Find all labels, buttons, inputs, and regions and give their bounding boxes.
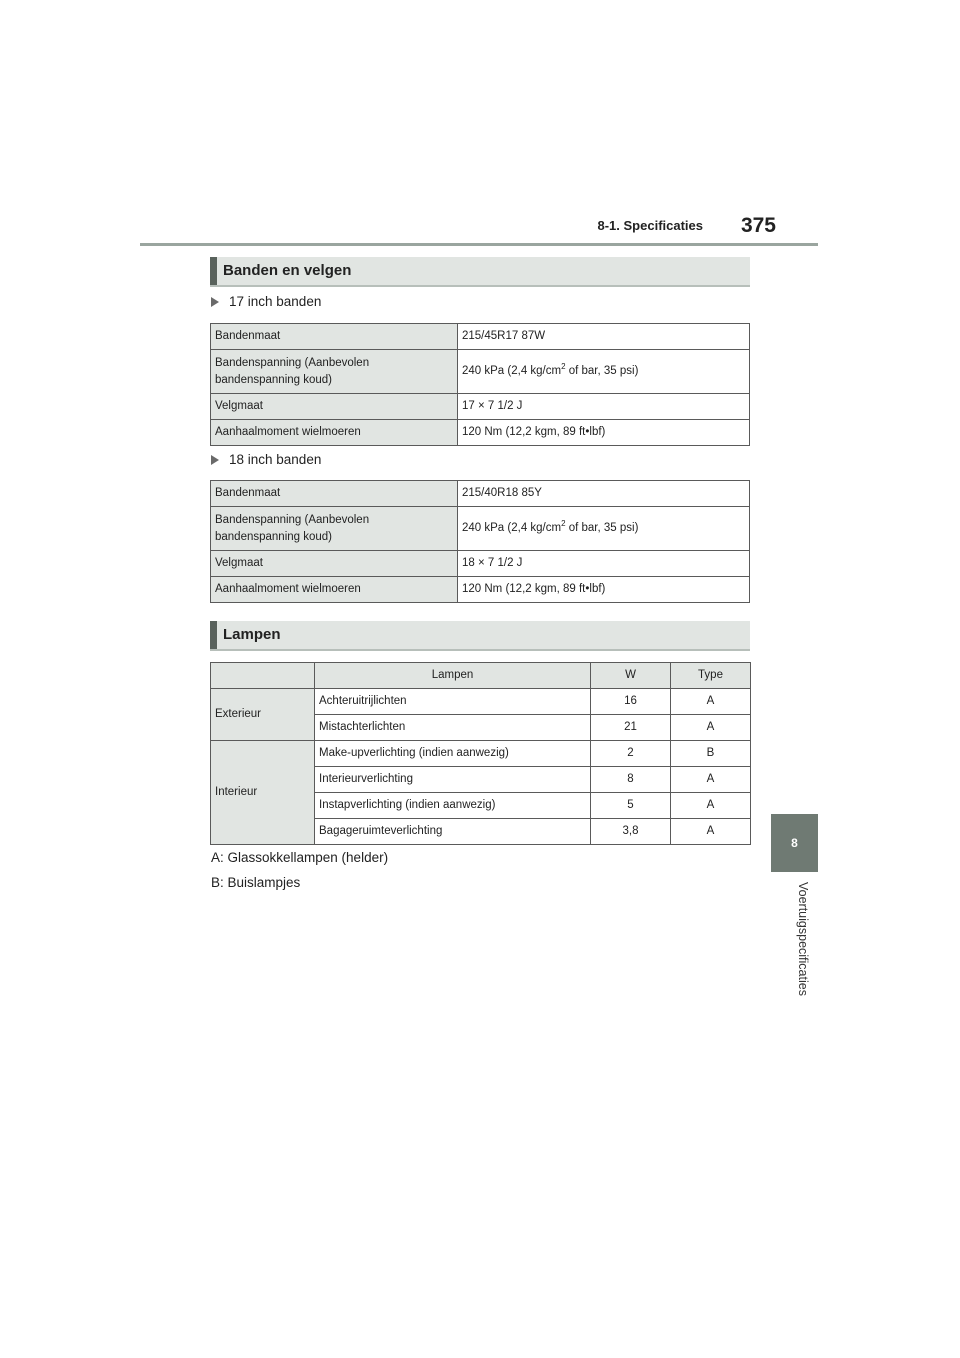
- category-cell: Exterieur: [211, 689, 315, 741]
- table-row: [211, 689, 751, 715]
- lamp-type: A: [671, 689, 751, 715]
- section-heading-lamps: [210, 621, 750, 651]
- table-row: [211, 324, 750, 350]
- table-row: [211, 551, 750, 577]
- lamp-type: A: [671, 715, 751, 741]
- lamp-type: A: [671, 793, 751, 819]
- note-b: B: Buislampjes: [211, 875, 301, 890]
- lamp-table: [210, 662, 751, 845]
- value-text: 240 kPa (2,4 kg/cm: [462, 365, 562, 377]
- lamp-watt: 16: [591, 689, 671, 715]
- lamp-name: Bagageruimteverlichting: [315, 819, 591, 845]
- lamp-name: Interieurverlichting: [315, 767, 591, 793]
- column-header: Lampen: [315, 663, 591, 689]
- heading-bar: [210, 257, 217, 285]
- lamp-name: Achteruitrijlichten: [315, 689, 591, 715]
- lamp-name: Instapverlichting (indien aanwezig): [315, 793, 591, 819]
- heading-bar: [210, 621, 217, 649]
- value-text: 240 kPa (2,4 kg/cm: [462, 522, 562, 534]
- header-rule: [140, 243, 818, 246]
- table-row: [211, 577, 750, 603]
- label-line: bandenspanning koud): [215, 373, 333, 386]
- label-line: Bandenspanning (Aanbevolen: [215, 356, 370, 369]
- value-text: of bar, 35 psi): [565, 365, 639, 377]
- subheading-text: 18 inch banden: [229, 452, 322, 467]
- lamp-watt: 21: [591, 715, 671, 741]
- superscript: 2: [561, 362, 566, 372]
- table-row: [211, 507, 750, 551]
- value-text: of bar, 35 psi): [565, 522, 639, 534]
- category-cell: Interieur: [211, 741, 315, 845]
- table-row: [211, 481, 750, 507]
- table-row: [211, 394, 750, 420]
- row-label: Bandenmaat: [211, 324, 458, 350]
- table-row: [211, 741, 751, 767]
- row-value: 17 × 7 1/2 J: [458, 394, 750, 420]
- row-label: [211, 507, 458, 551]
- section-title: Banden en velgen: [223, 262, 352, 279]
- row-value: 215/40R18 85Y: [458, 481, 750, 507]
- triangle-bullet-icon: [211, 297, 219, 307]
- triangle-bullet-icon: [211, 455, 219, 465]
- row-label: Velgmaat: [211, 551, 458, 577]
- row-value: [458, 507, 750, 551]
- row-value: 18 × 7 1/2 J: [458, 551, 750, 577]
- row-label: Aanhaalmoment wielmoeren: [211, 420, 458, 446]
- note-a: A: Glassokkellampen (helder): [211, 850, 389, 865]
- table-header-row: [211, 663, 751, 689]
- lamp-watt: 2: [591, 741, 671, 767]
- row-label: [211, 350, 458, 394]
- section-heading-tires: [210, 257, 750, 287]
- subheading-18inch: [211, 452, 321, 467]
- label-line: bandenspanning koud): [215, 530, 333, 543]
- chapter-title: Voertuigspecificaties: [796, 882, 810, 996]
- row-label: Aanhaalmoment wielmoeren: [211, 577, 458, 603]
- table-row: [211, 350, 750, 394]
- lamp-type: A: [671, 819, 751, 845]
- spec-table-18inch: [210, 480, 750, 603]
- column-header: Type: [671, 663, 751, 689]
- chapter-tab[interactable]: [771, 814, 818, 872]
- column-header: W: [591, 663, 671, 689]
- superscript: 2: [561, 519, 566, 529]
- column-header: [211, 663, 315, 689]
- section-label: 8-1. Specificaties: [597, 218, 703, 233]
- lamp-name: Make-upverlichting (indien aanwezig): [315, 741, 591, 767]
- row-value: 120 Nm (12,2 kgm, 89 ft•lbf): [458, 577, 750, 603]
- table-row: [211, 420, 750, 446]
- page-number: 375: [740, 214, 776, 237]
- lamp-watt: 5: [591, 793, 671, 819]
- lamp-type: B: [671, 741, 751, 767]
- row-value: [458, 350, 750, 394]
- row-label: Velgmaat: [211, 394, 458, 420]
- lamp-watt: 3,8: [591, 819, 671, 845]
- subheading-17inch: [211, 294, 321, 309]
- row-label: Bandenmaat: [211, 481, 458, 507]
- subheading-text: 17 inch banden: [229, 294, 322, 309]
- row-value: 215/45R17 87W: [458, 324, 750, 350]
- lamp-type: A: [671, 767, 751, 793]
- section-title: Lampen: [223, 626, 281, 643]
- spec-table-17inch: [210, 323, 750, 446]
- chapter-side-title: [796, 882, 816, 1012]
- row-value: 120 Nm (12,2 kgm, 89 ft•lbf): [458, 420, 750, 446]
- lamp-watt: 8: [591, 767, 671, 793]
- chapter-number: 8: [791, 836, 798, 850]
- label-line: Bandenspanning (Aanbevolen: [215, 513, 370, 526]
- lamp-name: Mistachterlichten: [315, 715, 591, 741]
